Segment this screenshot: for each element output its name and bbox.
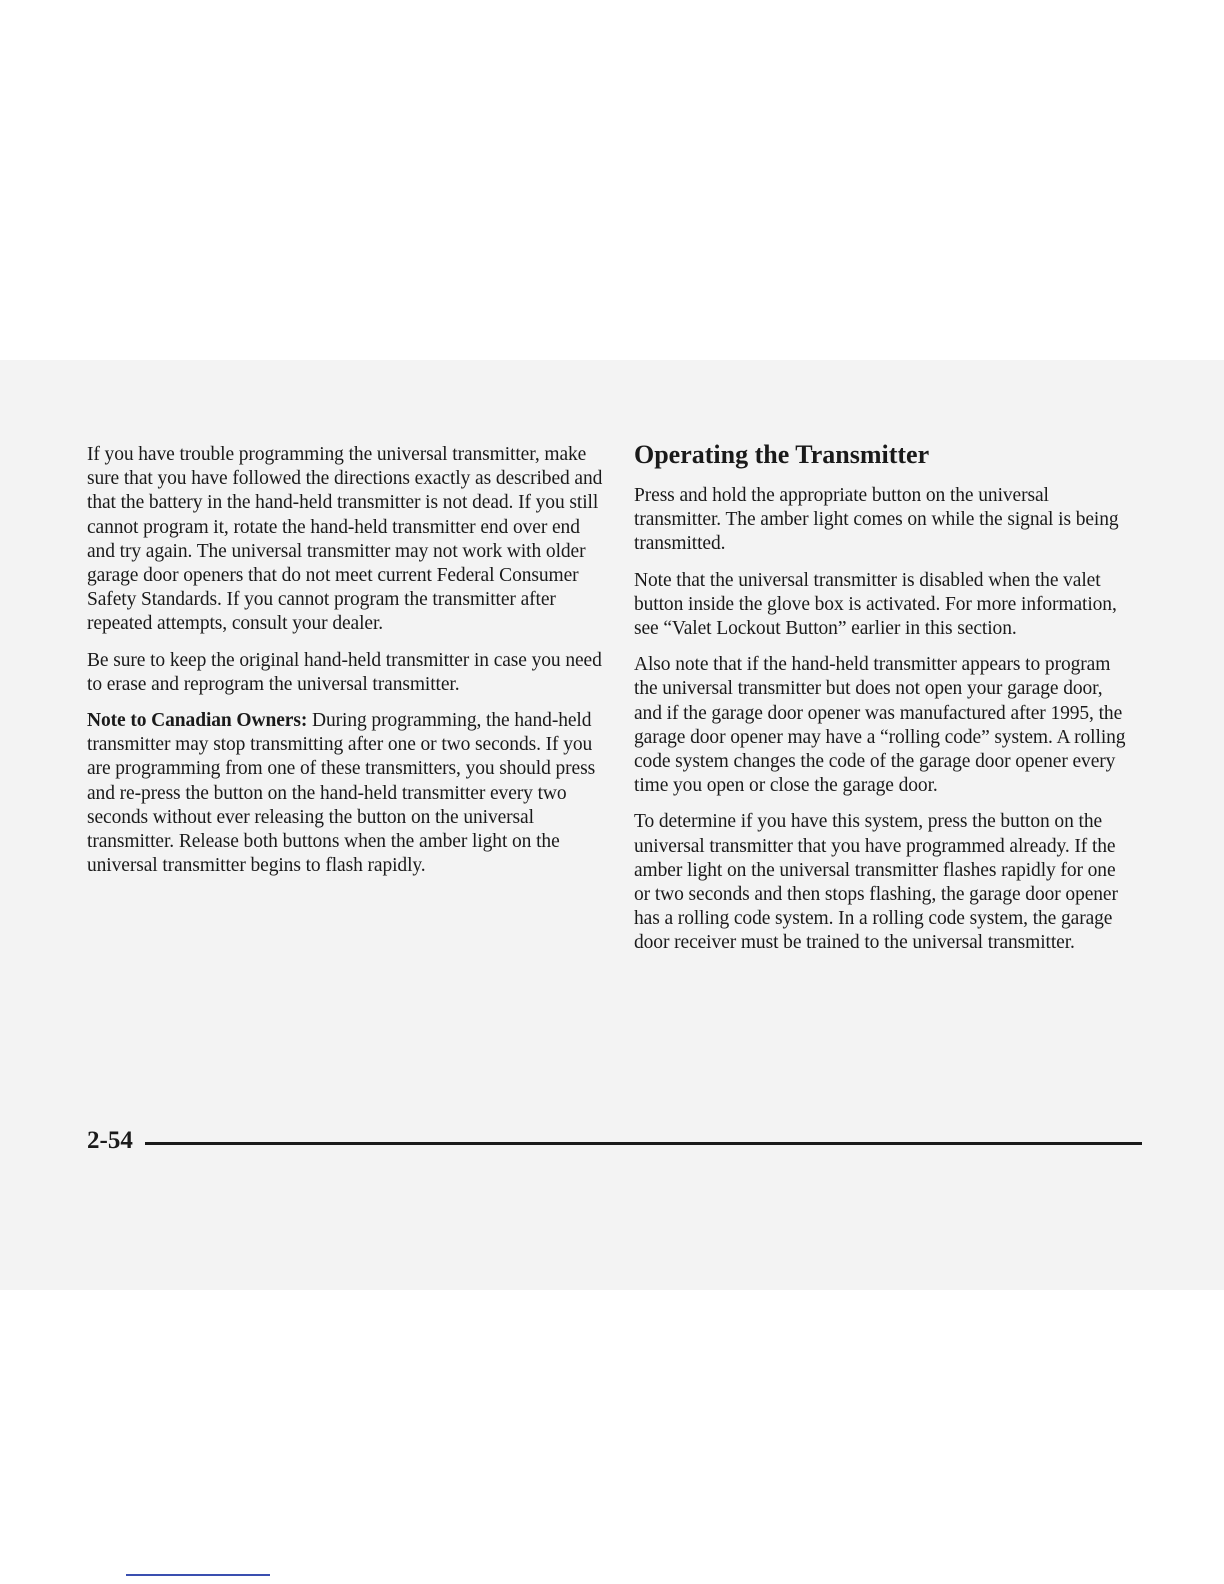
keep-original-paragraph: Be sure to keep the original hand-held transmitter in case you need to erase and reprogram the universal transmitter. — [87, 649, 602, 695]
page-footer — [87, 1126, 1142, 1156]
note-label: Note to Canadian Owners: — [87, 710, 308, 732]
determine-system-paragraph: To determine if you have this system, press the button on the universal transmitter that you have programmed already. If the amber light on the universal transmitter flashes rapidly for one or two seconds and then stops flashing, the garage door opener has a rolling code system. In a rolling code system, the garage door receiver must be trained to the universal transmitter. — [634, 811, 1118, 954]
press-and-hold-paragraph: Press and hold the appropriate button on the universal transmitter. The amber light comes on while the signal is being transmitted. — [634, 485, 1119, 555]
canadian-owners-note — [87, 709, 607, 878]
left-column — [87, 443, 607, 890]
valet-note-paragraph: Note that the universal transmitter is disabled when the valet button inside the glove box is activated. For more information, see “Valet Lockout Button” earlier in this section. — [634, 569, 1117, 640]
right-column — [634, 440, 1134, 968]
page-number: 2-54 — [87, 1127, 133, 1154]
section-heading: Operating the Transmitter — [634, 440, 930, 469]
note-text: During programming, the hand-held transmitter may stop transmitting after one or two seconds. If you are programming from one of these transmitters, you should press and re-press the button on the hand-held transmitter every two seconds without ever releasing the button on the universal transmitter. Release both buttons when the amber light on the universal transmitter begins to flash rapidly. — [87, 710, 596, 877]
bottom-divider — [126, 1574, 270, 1576]
troubleshooting-paragraph: If you have trouble programming the universal transmitter, make sure that you have followed the directions exactly as described and that the battery in the hand-held transmitter is not dead. If you still cannot program it, rotate the hand-held transmitter end over end and try again. The universal transmitter may not work with older garage door openers that do not meet current Federal Consumer Safety Standards. If you cannot program the transmitter after repeated attempts, consult your dealer. — [87, 444, 603, 635]
rolling-code-paragraph: Also note that if the hand-held transmitter appears to program the universal transmitter but does not open your garage door, and if the garage door opener was manufactured after 1995, the garage door opener may have a “rolling code” system. A rolling code system changes the code of the garage door opener every time you open or close the garage door. — [634, 654, 1126, 797]
footer-rule — [145, 1142, 1142, 1145]
